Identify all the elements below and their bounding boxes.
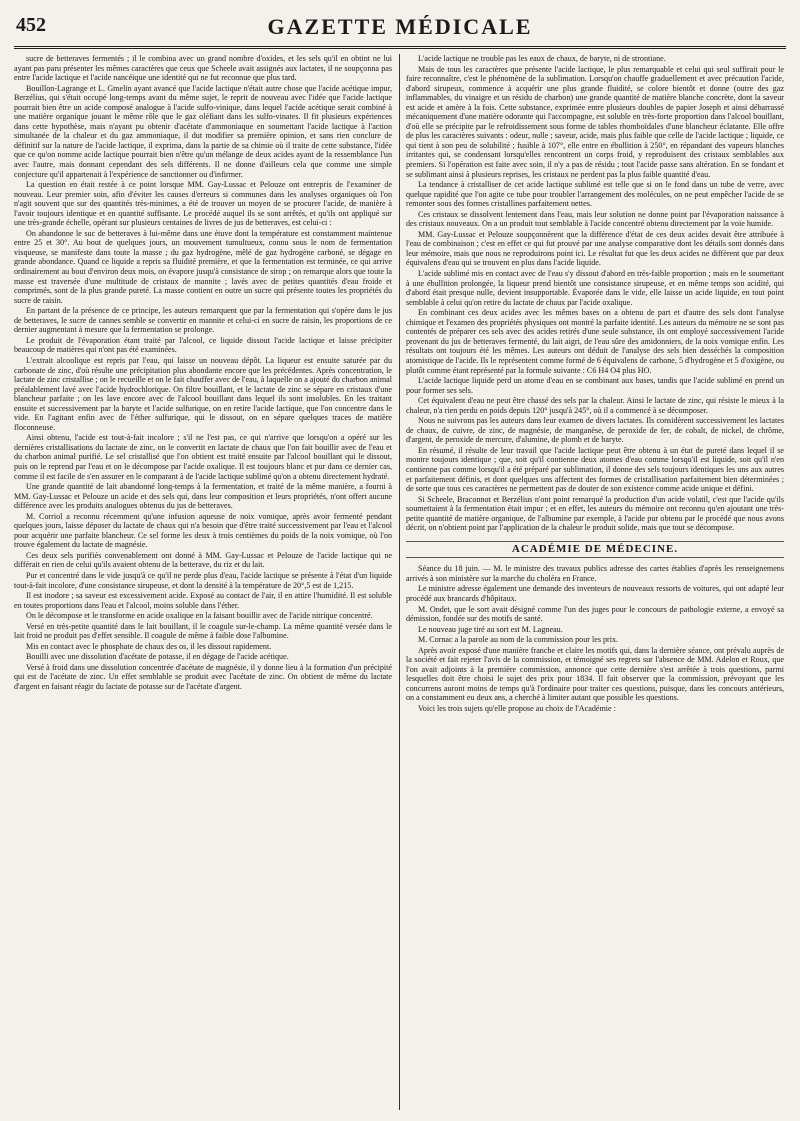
paragraph: Versé à froid dans une dissolution concentrée d'acétate de magnésie, il y donne lieu à la formation d'un précipité qui est de l'acétate de zinc. Un effet semblable se produit avec l'acétate de zinc. On obtient de même du lactate d'argent en faisant réagir du lactate de potasse sur de l'acétate d'argent. [14, 662, 392, 691]
paragraph: Ainsi obtenu, l'acide est tout-à-fait incolore ; s'il ne l'est pas, ce qui n'arrive que lorsqu'on a opéré sur les dernières cristallisations du lactate de zinc, on le convertit en lactate de chaux que l'on fait bouillir avec de l'eau et du charbon animal purifié. Le sel cristallisé que l'on obtient est traité ensuite par l'alcool bouillant qui le dissout, puis on le reprend par l'eau et on le décompose par l'acide oxalique. Il est toujours blanc et pur dans ce dernier cas, comme il est facile de s'en assurer en le comparant à de l'acide lactique sublimé qu'on a obtenu directement hydraté. [14, 433, 392, 481]
section-heading: ACADÉMIE DE MÉDECINE. [406, 541, 784, 559]
paragraph: Pur et concentré dans le vide jusqu'à ce qu'il ne perde plus d'eau, l'acide lactique se présente à l'état d'un liquide tout-à-fait incolore, d'une consistance sirupeuse, et dont la densité à la température de 20°,5 est de 1,215. [14, 570, 392, 590]
paragraph: Bouillon-Lagrange et L. Gmelin ayant avancé que l'acide lactique n'était autre chose que l'acide acétique impur, Berzélius, qui s'était occupé long-temps avant du même sujet, le reprit de nouveau avec l'idée que l'acide lactique pourrait bien être un acide composé analogue à l'acide sulfo-vinique, dans lequel l'acide acétique serait combiné à une matière organique jouant le même rôle que le gaz oléfiant dans les sulfo-vinates. Il fit plusieurs expériences dans cette hypothèse, mais n'ayant pu obtenir d'acétate d'ammoniaque en soumettant l'acide lactique à l'action simultanée de la chaleur et du gaz ammoniaque, il dut modifier sa première opinion, et sans rien conclure de définitif sur la nature de l'acide lactique, il exprima, dans la partie de sa chimie où il traite de cette substance, l'idée que ce qu'on nomme acide lactique pourrait bien n'être qu'un mélange de deux acides ayant de la ressemblance l'un avec l'autre, mais donnant cependant des sels différents. Il ne donne d'ailleurs cela que comme une simple conjecture qu'il appartenait à l'expérience de sanctionner ou d'infirmer. [14, 83, 392, 179]
left-column [14, 54, 392, 1110]
paragraph: Nous ne suivrons pas les auteurs dans leur examen de divers lactates. Ils considèrent successivement les lactates de chaux, de cuivre, de zinc, de magnésie, de manganèse, de peroxide de fer, de cobalt, de nickel, de chrôme, d'argent, de peroxide de mercure, d'alumine, de plomb et de baryte. [406, 416, 784, 445]
paragraph: Si Scheele, Braconnot et Berzélius n'ont point remarqué la production d'un acide volatil, c'est que l'acide qu'ils soumettaient à la fermentation était impur ; et en effet, les auteurs du mémoire ont reconnu qu'en ajoutant une très-petite quantité de matière organique, de l'albumine par exemple, à l'acide pur obtenu par le procédé que nous avons décrit, on n'obtient point par l'application de la chaleur le produit solide, mais que tout se décompose. [406, 494, 784, 533]
paragraph: Mais de tous les caractères que présente l'acide lactique, le plus remarquable et celui qui seul suffirait pour le faire reconnaître, c'est le phénomène de la sublimation. Lorsqu'on chauffe graduellement et avec précaution l'acide, d'abord sirupeux, commence à acquérir une plus grande fluidité, se colore bientôt et donne (outre des gaz inflammables, du vinaigre et un résidu de charbon) une grande quantité de matière blanche concrète, dont la saveur est acide et amère à la fois. Cette substance, exprimée entre plusieurs doubles de papier Joseph et ainsi débarrassé mécaniquement d'une matière odorante qui l'accompagne, est soluble en très-forte proportion dans l'alcool bouillant, d'où elle se précipite par le refroidissement sous forme de tables rhomboïdales d'une blancheur éclatante. Elle offre de plus les caractères suivants : odeur, nulle ; saveur, acide, mais plus faible que celle de l'acide lactique ; liquide, ce qui tient à son peu de solubilité ; fusible à 107°, elle entre en ébullition à 250°, en répandant des vapeurs blanches irritantes qui, se condensant lorsqu'elles rencontrent un corps froid, y reproduisent des cristaux semblables aux premiers. Si l'opération est faite avec soin, il n'y a pas de résidu ; tout l'acide passe sans altération. En se fondant et se sublimant ainsi à plusieurs reprises, les cristaux ne perdent pas la plus faible quantité d'eau. [406, 64, 784, 179]
paragraph: Ces deux sels purifiés convenablement ont donné à MM. Gay-Lussac et Pelouze de l'acide lactique qui ne différait en rien de celui qu'ils avaient obtenu de la betterave, du riz et du lait. [14, 550, 392, 570]
paragraph: Séance du 18 juin. — M. le ministre des travaux publics adresse des cartes établies d'après les renseignemens arrivés à son ministère sur la marche du choléra en France. [406, 564, 784, 583]
paragraph: Versé en très-petite quantité dans le lait bouillant, il le coagule sur-le-champ. La même quantité versée dans le lait froid ne produit pas d'effet sensible. Il coagule de même à faible dose l'albumine. [14, 621, 392, 641]
paragraph: En partant de la présence de ce principe, les auteurs remarquent que par la fermentation qui s'opère dans le jus de betteraves, le sucre de cannes semble se convertir en mannite et celui-ci en sucre de raisin, les proportions de ce dernier augmentant à mesure que la fermentation se prolonge. [14, 306, 392, 335]
paragraph: M. Ondet, que le sort avait désigné comme l'un des juges pour le concours de pathologie externe, a envoyé sa démission, fondée sur des motifs de santé. [406, 604, 784, 624]
newspaper-page [14, 10, 786, 1114]
article-columns [14, 54, 786, 1110]
academy-report [406, 564, 784, 713]
paragraph: Ces cristaux se dissolvent lentement dans l'eau, mais leur solution ne donne point par l'évaporation naissance à des cristaux nouveaux. On a un produit tout semblable à l'acide concentré obtenu directement par la voie humide. [406, 209, 784, 229]
paragraph: En combinant ces deux acides avec les mêmes bases on a obtenu de part et d'autre des sels dont l'analyse chimique et l'examen des propriétés physiques ont montré la parfaite identité. Les auteurs du mémoire ne se sont pas contentés de préparer ces sels avec des acides retirés d'une seule substance, ils ont employé successivement l'acide provenant du jus de betteraves fermenté, du lait aigri, de l'eau sûre des amidonniers, de la noix vomique enfin. Les résultats ont toujours été les mêmes. Les auteurs ont déduit de l'analyse des sels bien desséchés la composition atomistique de l'acide. Ils le représentent comme formé de 6 équivalens de carbone, 5 d'hydrogène et 5 d'oxigène, ou plutôt comme étant représenté par la formule suivante : C6 H4 O4 plus HO. [406, 308, 784, 375]
chemistry-article-continued [406, 54, 784, 533]
right-column [406, 54, 784, 1110]
column-divider [399, 54, 400, 1110]
paragraph: Bouilli avec une dissolution d'acétate de potasse, il en dégage de l'acide acétique. [26, 652, 289, 662]
paragraph: Il est inodore ; sa saveur est excessivement acide. Exposé au contact de l'air, il en attire l'humidité. Il est soluble en toutes proportions dans l'eau et l'alcool, moins soluble dans l'éther. [14, 591, 392, 610]
paragraph: L'acide lactique liquide perd un atome d'eau en se combinant aux bases, tandis que l'acide sublimé en prend un pour former ses sels. [406, 376, 784, 395]
paragraph: M. Corriol a reconnu récemment qu'une infusion aqueuse de noix vomique, après avoir fermenté pendant quelques jours, laisse déposer du lactate de chaux qui n'a besoin que d'être traité successivement par l'eau et l'alcool pour acquérir une parfaite blancheur. Ce sel forme les deux à trois centièmes du poids de la noix vomique, où l'on trouve également du lactate de magnésie. [14, 511, 392, 550]
paragraph: Une grande quantité de lait abandonné long-temps à la fermentation, et traité de la même manière, a fourni à MM. Gay-Lussac et Pelouze un acide et des sels qui, dans leur composition et leurs propriétés, n'ont offert aucune différence avec les produits analogues obtenus du jus de betteraves. [14, 482, 392, 511]
paragraph: Cet équivalent d'eau ne peut être chassé des sels par la chaleur. Ainsi le lactate de zinc, qui résiste le mieux à la chaleur, n'a rien perdu en poids depuis 120° jusqu'à 245°, où il a commencé à se décomposer. [406, 396, 784, 415]
paragraph: On abandonne le suc de betteraves à lui-même dans une étuve dont la température est constamment maintenue entre 25 et 30°. Au bout de quelques jours, un mouvement tumultueux, connu sous le nom de fermentation visqueuse, se manifeste dans toute la masse ; du gaz hydrogène, mêlé de gaz hydrogène carboné, se dégage en grande abondance. Quand ce liquide a repris sa fluidité première, et que la fermentation est terminée, ce qui arrive ordinairement au bout d'environ deux mois, on évapore jusqu'à consistance de sirop ; on remarque alors que toute la masse est traversée d'une multitude de cristaux de mannite ; lavés avec de petites quantités d'eau froide et comprimés, sont de la plus grande pureté. La masse contient en outre un sucre qui présente toutes les propriétés du sucre de raisin. [14, 228, 392, 305]
paragraph: La tendance à cristalliser de cet acide lactique sublimé est telle que si on le fond dans un tube de verre, avec quelque rapidité que l'on agite ce tube pour troubler l'arrangement des molécules, on ne peut empêcher l'acide de se remonter sous des formes cristallines parfaitement nettes. [406, 180, 784, 209]
paragraph: Voici les trois sujets qu'elle propose au choix de l'Académie : [418, 704, 616, 713]
paragraph: La question en était restée à ce point lorsque MM. Gay-Lussac et Pelouze ont entrepris de l'examiner de nouveau. Leur premier soin, afin d'éviter les causes d'erreurs si communes dans les analyses organiques où l'on n'agit souvent que sur des quantités très-minimes, a été de trouver un moyen de se procurer l'acide, de manière à l'avoir toujours identique et en quantité suffisante. Le procédé auquel ils se sont arrêtés, et qu'ils ont appliqué sur une très-grande échelle, opérant sur plusieurs centaines de livres de jus de betteraves, est celui-ci : [14, 180, 392, 228]
paragraph: Le ministre adresse également une demande des inventeurs de nouveaux ressorts de voitures, qui ont adapté leur procédé aux brancards d'hôpitaux. [406, 584, 784, 603]
page-header [14, 10, 786, 49]
paragraph: On le décompose et le transforme en acide oxalique en la faisant bouillir avec de l'acide nitrique concentré. [26, 611, 373, 621]
paragraph: En résumé, il résulte de leur travail que l'acide lactique peut être obtenu à un état de pureté dans lequel il se montre toujours identique ; que, soit qu'il contienne deux atomes d'eau comme lorsqu'il est liquide, soit qu'il n'en contienne pas comme lorsqu'il a été préparé par sublimation, il donne des sels toujours identiques les uns aux autres et parfaitement définis, et dont quelques uns affectent des formes de cristallisation parfaitement bien déterminées ; de sorte que tous ces caractères ne permettent pas de douter de son existence comme acide unique et défini. [406, 445, 784, 494]
paragraph: Après avoir exposé d'une manière franche et claire les motifs qui, dans la dernière séance, ont prévalu auprès de la société et fait rejeter l'avis de la commission, et témoigné ses regrets sur l'absence de MM. Adelon et Roux, que l'on avait adjoints à la première commission, annonce que cette dernière s'est arrêtée à trois questions, parmi lesquelles doit être choisi le sujet des prix pour 1834. Il fait observer que la commission, prévoyant que les concurrens auront moins de temps qu'à l'ordinaire pour traiter ces questions, puisque, dans les concours antérieurs, on a constamment eu deux ans, a cherché à limiter autant que possible les questions. [406, 645, 784, 703]
paragraph: L'extrait alcoolique est repris par l'eau, qui laisse un nouveau dépôt. La liqueur est ensuite saturée par du carbonate de zinc, d'où résulte une précipitation plus abondante encore que les précédentes. Après concentration, le lactate de zinc cristallise ; on le recueille et on le fait chauffer avec de l'eau, à laquelle on a ajouté du charbon animal préalablement lavé avec l'acide hydrochlorique. On filtre bouillant, et le lactate de zinc se sépare en cristaux d'une blancheur parfaite ; on les lave encore avec de l'alcool bouillant dans lequel ils sont insolubles. En les traitant ensuite et successivement par la baryte et l'acide sulfurique, on en retire l'acide lactique, que l'on concentre dans le vide. En l'agitant enfin avec de l'éther sulfurique, qui le dissout, on en sépare quelques traces de matière floconneuse. [14, 355, 392, 432]
masthead-title: GAZETTE MÉDICALE [267, 14, 533, 39]
paragraph: Le nouveau juge tiré au sort est M. Lagneau. [418, 624, 563, 634]
paragraph: sucre de betteraves fermentés ; il le combina avec un grand nombre d'oxides, et les sels qu'il en obtint ne lui ayant pas paru présenter les mêmes caractères que ceux que Scheele avait assignés aux lactates, il ne soupçonna pas entre l'acide lactique et l'acide nancéique une identité qui ne fut reconnue que plus tard. [14, 54, 392, 83]
paragraph: L'acide lactique ne trouble pas les eaux de chaux, de baryte, ni de strontiane. [418, 54, 666, 63]
paragraph: Le produit de l'évaporation étant traité par l'alcool, ce liquide dissout l'acide lactique et laisse précipiter beaucoup de matières qui n'ont pas été examinées. [14, 335, 392, 355]
paragraph: MM. Gay-Lussac et Pelouze soupçonnèrent que la différence d'état de ces deux acides devait être attribuée à l'eau de combinaison ; c'est en effet ce qui fut prouvé par une analyse comparative dont les détails sont donnés dans leur mémoire, mais que nous ne reproduirons point ici. Le résultat fut que les deux acides ne diffèrent que par deux équivalens d'eau qui se trouvent en plus dans l'acide liquide. [406, 229, 784, 268]
paragraph: Mis en contact avec le phosphate de chaux des os, il les dissout rapidement. [26, 641, 272, 651]
paragraph: L'acide sublimé mis en contact avec de l'eau s'y dissout d'abord en très-faible proportion ; mais en le soumettant à une ébullition prolongée, la liqueur prend bientôt une consistance sirupeuse, et en même temps son acidité, qui d'abord était presque nulle, devient insupportable. Évaporée dans le vide, elle laisse un acide liquide, en tout point semblable à celui qu'on retire du lactate de chaux par l'acide oxalique. [406, 269, 784, 307]
paragraph: M. Cornac a la parole au nom de la commission pour les prix. [418, 635, 619, 645]
page-number: 452 [16, 14, 46, 36]
